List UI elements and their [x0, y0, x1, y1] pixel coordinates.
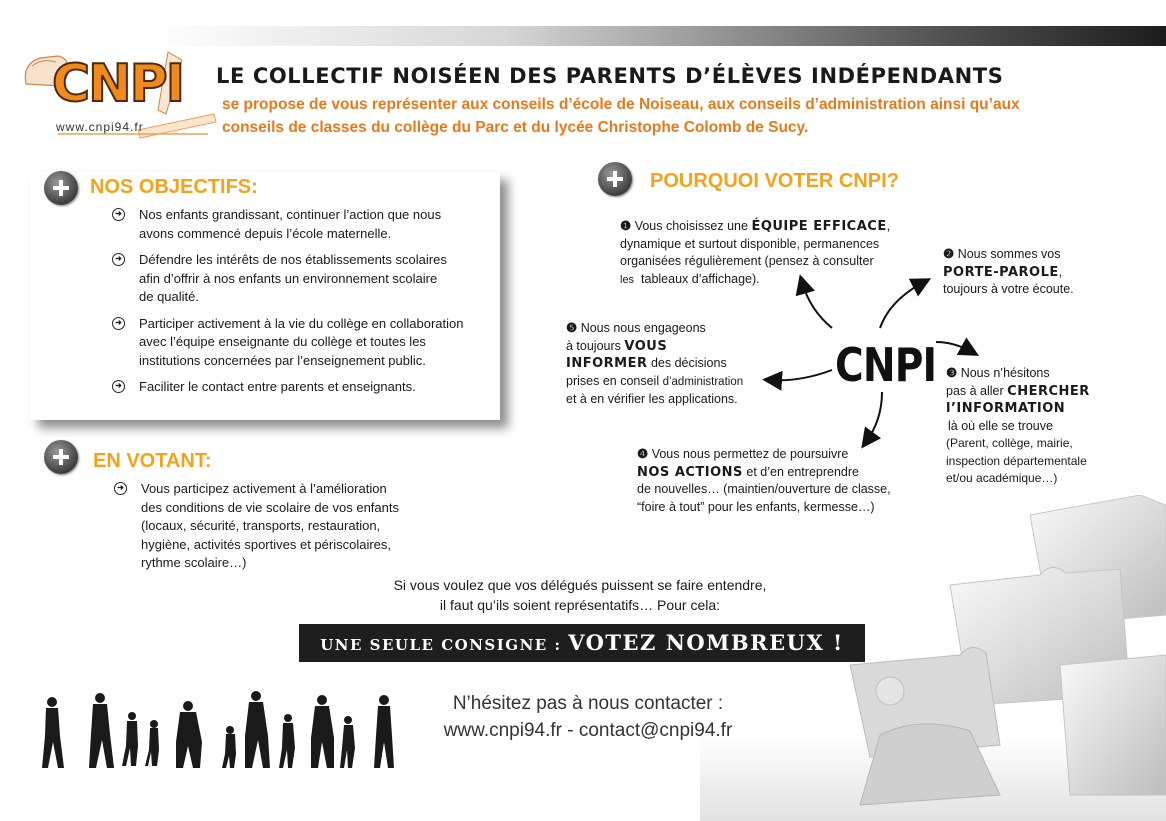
reason-emphasis: l’INFORMATION [946, 401, 1066, 416]
list-item-text: Faciliter le contact entre parents et enseignants. [139, 379, 416, 394]
arrow-circle-icon: ➜ [112, 380, 125, 393]
vote-banner [299, 624, 865, 662]
reason-text: (Parent, collège, mairie, [946, 436, 1073, 450]
subtitle-line: se propose de vous représenter aux conseils d’école de Noiseau, aux conseils d’administration ainsi qu’aux [222, 96, 1020, 113]
reason-text: et d’en entreprendre [742, 464, 859, 479]
objectifs-heading: NOS OBJECTIFS: [90, 176, 258, 198]
reason-text: , [1058, 264, 1063, 279]
reason-text: Vous choisissez une [631, 219, 752, 233]
list-item [112, 378, 502, 397]
list-item-text: rythme scolaire…) [141, 555, 247, 570]
contact-block [408, 690, 768, 744]
reason-emphasis: CHERCHER [1007, 383, 1090, 399]
call-line: il faut qu’ils soient représentatifs… Pour cela: [439, 597, 721, 613]
arrow-circle-icon: ➜ [112, 208, 125, 221]
cnpi-center-label: CNPI [835, 338, 937, 392]
number-icon: ❷ [943, 247, 955, 261]
reason-text: et à en vérifier les applications. [566, 392, 738, 406]
number-icon: ❹ [637, 447, 649, 461]
call-line: Si vous voulez que vos délégués puissent se faire entendre, [393, 577, 767, 593]
reason-text: Nous sommes vos [954, 247, 1061, 261]
contact-line: N’hésitez pas à nous contacter : [452, 693, 724, 714]
reason-2 [943, 246, 1143, 299]
reason-text: prises en conseil [566, 373, 663, 388]
page-subtitle [222, 93, 1122, 139]
list-item-text: Nos enfants grandissant, continuer l’action que nous [139, 207, 442, 222]
list-item-text: hygiène, activités sportives et périscolaires, [141, 536, 392, 552]
list-item-text: Participer activement à la vie du collège en collaboration [139, 315, 464, 331]
reason-text: toujours à votre écoute. [943, 282, 1074, 296]
number-icon: ❶ [620, 219, 632, 233]
reason-text: organisées régulièrement (pensez à consulter [620, 254, 874, 268]
list-item [112, 206, 502, 243]
reason-3 [946, 365, 1146, 488]
number-icon: ❸ [946, 366, 958, 380]
reason-text: Nous n’hésitons [957, 366, 1050, 380]
reason-text: tableaux d’affichage). [641, 271, 760, 286]
reason-emphasis: INFORMER [566, 356, 648, 371]
reason-emphasis: ÉQUIPE EFFICACE [751, 219, 887, 234]
list-item-text: Vous participez activement à l’amélioration [141, 481, 387, 496]
list-item-text: avons commencé depuis l’école maternelle. [139, 225, 392, 241]
header-gradient-bar [150, 26, 1166, 46]
votant-heading: EN VOTANT: [93, 450, 212, 472]
reason-emphasis: PORTE-PAROLE [943, 264, 1059, 280]
number-icon: ❺ [566, 321, 578, 335]
logo-text: CNPI [52, 54, 184, 114]
reason-text: “foire à tout” pour les enfants, kermesse…) [637, 499, 875, 514]
subtitle-line: conseils de classes du collège du Parc et du lycée Christophe Colomb de Sucy. [222, 119, 809, 136]
reason-text: d’administration [662, 375, 744, 388]
reason-1 [620, 218, 920, 289]
list-item [112, 251, 502, 307]
arrow-circle-icon: ➜ [114, 482, 127, 495]
objectifs-list [112, 206, 502, 405]
list-item-text: Défendre les intérêts de nos établissements scolaires [139, 252, 447, 267]
list-item-text: avec l’équipe enseignante du collège et toutes les [139, 334, 426, 349]
banner-small-text: UNE SEULE CONSIGNE : [320, 636, 569, 654]
list-item-text: de qualité. [139, 289, 199, 304]
reason-text: , [886, 219, 891, 233]
plus-circle-icon [598, 162, 632, 196]
list-item-text: des conditions de vie scolaire de vos enfants [141, 499, 399, 515]
contact-links[interactable]: www.cnpi94.fr - contact@cnpi94.fr [443, 720, 733, 741]
list-item [112, 315, 502, 371]
family-silhouettes-image [30, 690, 400, 770]
reason-text: dynamique et surtout disponible, permanences [620, 236, 880, 251]
plus-circle-icon [44, 440, 78, 474]
reason-text: les [620, 273, 635, 286]
reason-emphasis: NOS ACTIONS [637, 464, 743, 480]
plus-circle-icon [44, 171, 78, 205]
arrow-circle-icon: ➜ [112, 253, 125, 266]
list-item-text: (locaux, sécurité, transports, restauration, [141, 518, 381, 533]
reason-text: inspection départementale [946, 453, 1087, 468]
list-item-text: afin d’offrir à nos enfants un environnement scolaire [139, 270, 438, 286]
list-item [114, 480, 444, 573]
reason-text: là où elle se trouve [948, 418, 1053, 433]
reason-text: de nouvelles… (maintien/ouverture de classe, [637, 482, 891, 496]
pourquoi-heading: POURQUOI VOTER CNPI? [650, 170, 899, 192]
reason-text: à toujours [566, 338, 625, 353]
reason-emphasis: VOUS [624, 338, 668, 354]
page-title: LE COLLECTIF NOISÉEN DES PARENTS D’ÉLÈVES INDÉPENDANTS [216, 64, 1004, 88]
banner-big-text: VOTEZ NOMBREUX ! [568, 630, 844, 655]
arrow-circle-icon: ➜ [112, 317, 125, 330]
votant-list [114, 480, 444, 581]
call-to-action [360, 575, 800, 615]
reason-text: pas à aller [946, 383, 1008, 398]
reason-text: Vous nous permettez de poursuivre [648, 447, 849, 461]
reason-text: et/ou académique…) [946, 471, 1058, 485]
reason-text: des décisions [647, 356, 727, 370]
logo-url[interactable]: www.cnpi94.fr [56, 120, 144, 134]
reason-text: Nous nous engageons [577, 321, 706, 335]
list-item-text: institutions concernées par l’enseignement public. [139, 352, 426, 368]
reason-5 [566, 320, 786, 409]
